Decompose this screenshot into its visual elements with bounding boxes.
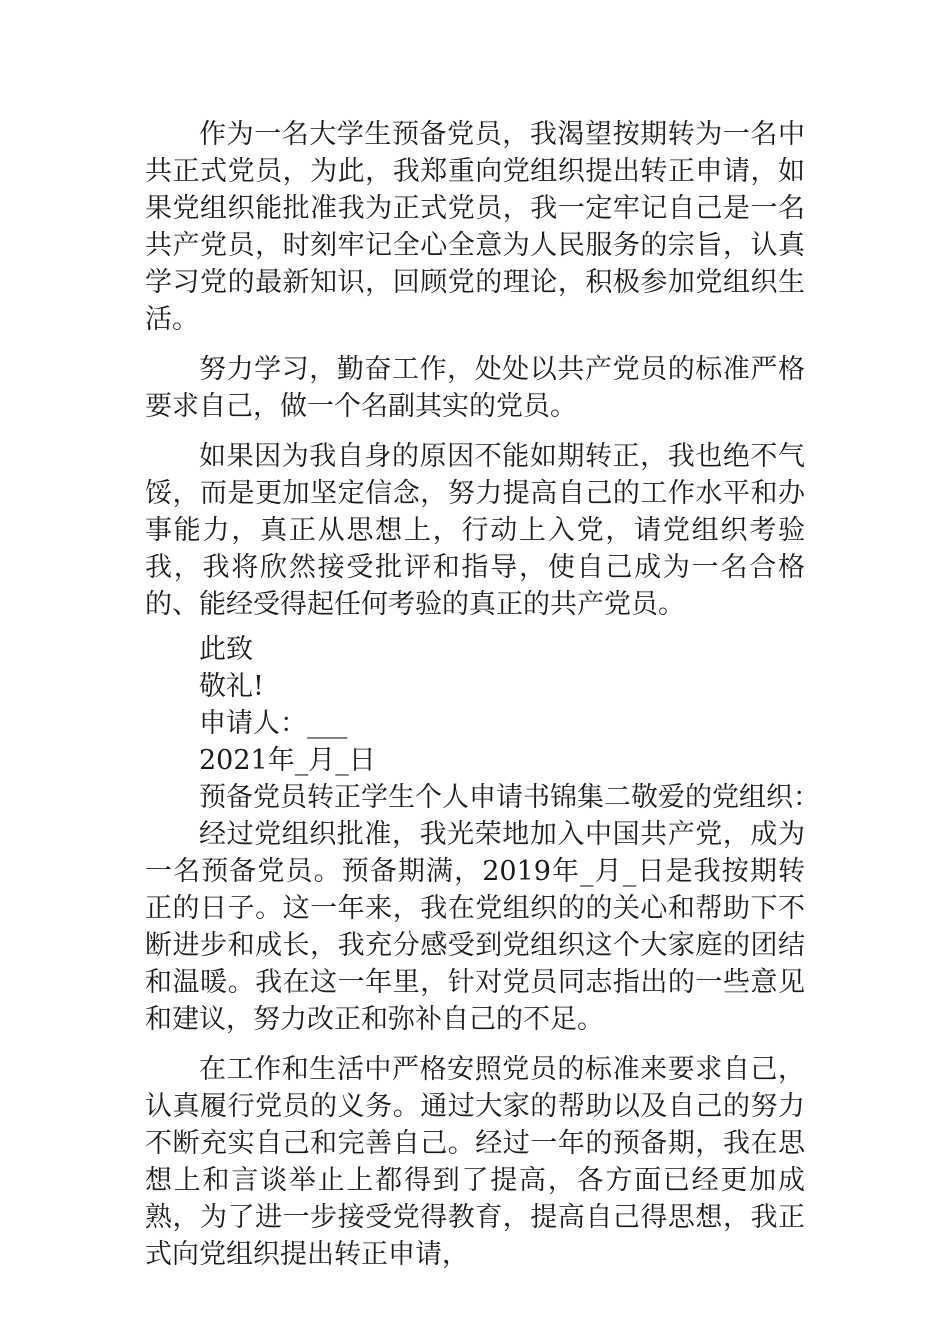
closing-salutation: 此致: [199, 634, 253, 665]
applicant-line: 申请人：___: [199, 708, 348, 739]
paragraph-5: 在工作和生活中严格安照党员的标准来要求自己，认真履行党员的义务。通过大家的帮助以及自己的努力不断充实自己和完善自己。经过一年的预备期，我在思想上和言谈举止上都得到了提高，各方面已经更加成熟，为了进一步接受党得教育，提高自己得思想，我正式向党组织提出转正申请，: [145, 1054, 805, 1270]
second-letter-heading: 预备党员转正学生个人申请书锦集二敬爱的党组织：: [199, 782, 820, 813]
paragraph-4: 经过党组织批准，我光荣地加入中国共产党，成为一名预备党员。预备期满，2019年_月_日是我按期转正的日子。这一年来，我在党组织的的关心和帮助下不断进步和成长，我充分感受到党组织这个大家庭的团结和温暖。我在这一年里，针对党员同志指出的一些意见和建议，努力改正和弥补自己的不足。: [145, 819, 805, 1035]
paragraph-3: 如果因为我自身的原因不能如期转正，我也绝不气馁，而是更加坚定信念，努力提高自己的工作水平和办事能力，真正从思想上，行动上入党，请党组织考验我，我将欣然接受批评和指导，使自己成为一名合格的、能经受得起任何考验的真正的共产党员。: [145, 441, 805, 620]
paragraph-2: 努力学习，勤奋工作，处处以共产党员的标准严格要求自己，做一个名副其实的党员。: [145, 354, 805, 422]
closing-regards: 敬礼!: [199, 671, 264, 702]
date-line: 2021年_月_日: [199, 745, 376, 776]
paragraph-1: 作为一名大学生预备党员，我渴望按期转为一名中共正式党员，为此，我郑重向党组织提出转正申请，如果党组织能批准我为正式党员，我一定牢记自己是一名共产党员，时刻牢记全心全意为人民服务的宗旨，认真学习党的最新知识，回顾党的理论，积极参加党组织生活。: [145, 119, 805, 335]
document-body: [145, 116, 820, 1273]
